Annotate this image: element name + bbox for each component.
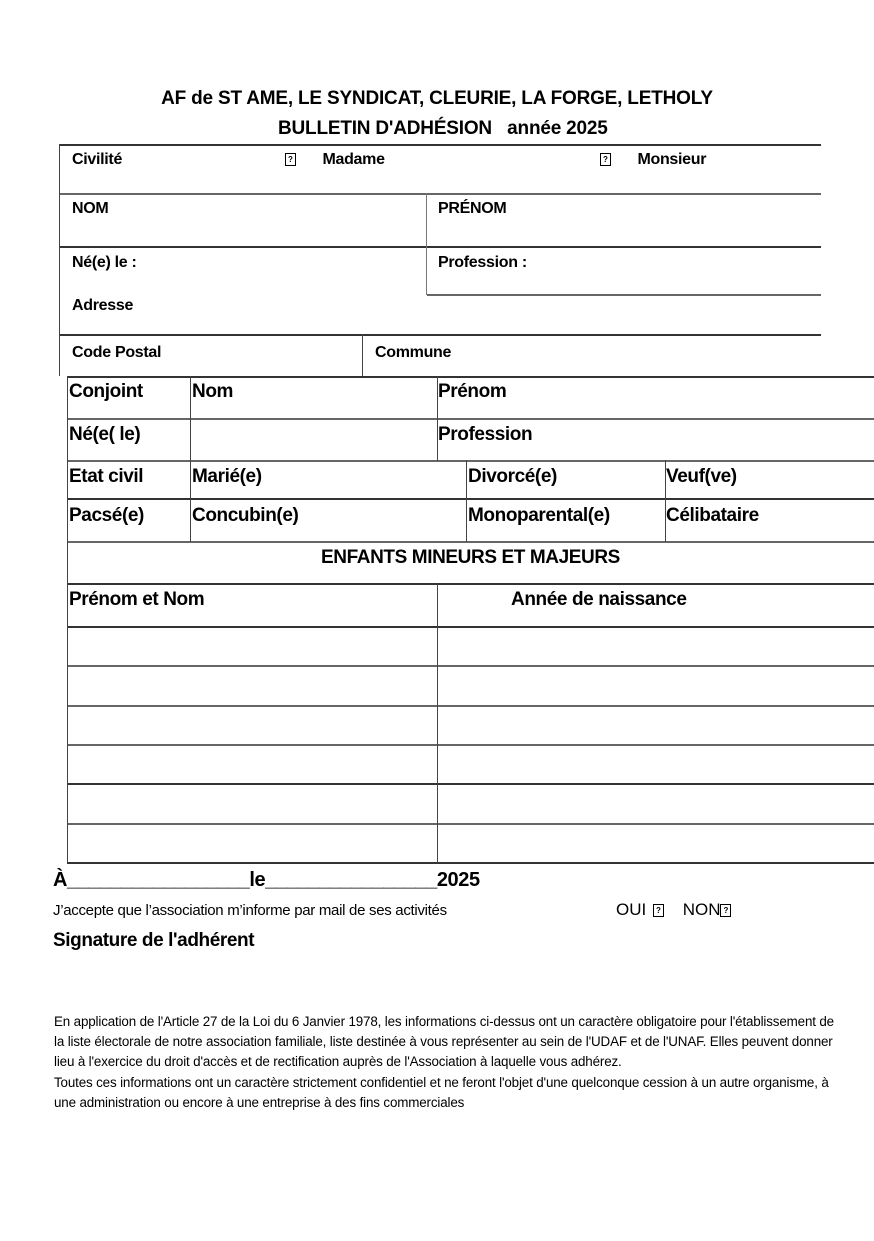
enfant-nom-cell[interactable] (69, 628, 436, 664)
consent-text: J’accepte que l’association m’informe par mail de ses activités (53, 902, 447, 919)
commune-field[interactable]: Commune (375, 344, 452, 361)
column-divider (362, 334, 363, 376)
column-header-annee-naissance: Année de naissance (511, 589, 687, 610)
enfant-nom-cell[interactable] (69, 746, 436, 782)
a-label: À (53, 869, 68, 891)
non-checkbox-icon[interactable]: ? (720, 904, 731, 917)
enfant-annee-cell[interactable] (439, 667, 873, 703)
signature-area[interactable] (53, 958, 553, 1003)
enfants-heading: ENFANTS MINEURS ET MAJEURS (321, 547, 620, 568)
column-divider (190, 376, 191, 542)
table-border-left (67, 376, 68, 863)
option-celibataire[interactable]: Célibataire (666, 505, 759, 526)
option-monoparental[interactable]: Monoparental(e) (468, 505, 610, 526)
table-border-left (59, 144, 60, 376)
adresse-field[interactable]: Adresse (72, 297, 134, 314)
document-subtitle: BULLETIN D'ADHÉSION année 2025 (278, 118, 608, 139)
lieu-date-line (53, 869, 480, 892)
etat-civil-label: Etat civil (69, 466, 144, 487)
oui-label: OUI (616, 900, 647, 919)
profession-field[interactable]: Profession : (438, 254, 527, 271)
row-divider (67, 418, 874, 420)
civilite-label: Civilité (72, 151, 123, 168)
non-label: NON (682, 900, 721, 919)
row-divider (67, 498, 874, 500)
column-divider (437, 583, 438, 863)
legal-paragraph-1: En application de l'Article 27 de la Loi du 6 Janvier 1978, les informations ci-dessus ont un caractère obligatoire pour l'établissement de la liste électorale de notre association familiale, liste destinée à vous représenter au sein de l'UDAF et de l'UNAF. Elles peuvent donner lieu à l'exercice du droit d'accès et de rectification auprès de l'Association à laquelle vous adhérez. (54, 1014, 834, 1070)
lieu-field[interactable]: _________________ (67, 869, 250, 891)
row-divider (60, 193, 821, 195)
document-title: AF de ST AME, LE SYNDICAT, CLEURIE, LA FORGE, LETHOLY (161, 88, 713, 109)
madame-option[interactable] (285, 151, 385, 169)
code-postal-field[interactable]: Code Postal (72, 344, 162, 361)
enfant-nom-cell[interactable] (69, 785, 436, 821)
table-border-top (67, 376, 874, 378)
enfant-annee-cell[interactable] (439, 785, 873, 821)
enfant-nom-cell[interactable] (69, 825, 436, 861)
option-veuf[interactable]: Veuf(ve) (666, 466, 737, 487)
madame-checkbox-icon[interactable]: ? (285, 153, 296, 166)
consent-options (616, 900, 731, 920)
le-label: le (249, 869, 266, 891)
legal-paragraph-2: Toutes ces informations ont un caractère strictement confidentiel et ne feront l'objet d'une quelconque cession à un autre organisme, à une administration ou encore à une entreprise à des fins commerciales (54, 1074, 829, 1110)
row-divider (60, 334, 821, 336)
row-divider (67, 460, 874, 462)
oui-checkbox-icon[interactable]: ? (653, 904, 664, 917)
enfant-nom-cell[interactable] (69, 667, 436, 703)
conjoint-date-naissance-field[interactable] (192, 420, 436, 458)
monsieur-label: Monsieur (637, 151, 707, 168)
prenom-field[interactable]: PRÉNOM (438, 200, 507, 217)
column-divider (426, 193, 427, 295)
row-divider (67, 583, 874, 585)
enfant-annee-cell[interactable] (439, 746, 873, 782)
nom-field[interactable]: NOM (72, 200, 109, 217)
column-divider (466, 460, 467, 542)
option-marie[interactable]: Marié(e) (192, 466, 262, 487)
monsieur-option[interactable] (600, 151, 706, 169)
enfant-annee-cell[interactable] (439, 628, 873, 664)
option-concubin[interactable]: Concubin(e) (192, 505, 299, 526)
column-header-prenom-nom: Prénom et Nom (69, 589, 205, 610)
conjoint-label: Conjoint (69, 381, 143, 402)
conjoint-prenom-field[interactable]: Prénom (438, 381, 507, 402)
table-border-top (60, 144, 821, 146)
enfant-annee-cell[interactable] (439, 707, 873, 743)
date-naissance-field[interactable]: Né(e) le : (72, 254, 137, 271)
enfant-annee-cell[interactable] (439, 825, 873, 861)
date-field[interactable]: ________________ (265, 869, 437, 891)
conjoint-profession-field[interactable]: Profession (438, 424, 533, 445)
enfant-nom-cell[interactable] (69, 707, 436, 743)
signature-label: Signature de l'adhérent (53, 930, 255, 951)
row-divider (67, 541, 874, 543)
monsieur-checkbox-icon[interactable]: ? (600, 153, 611, 166)
option-pacse[interactable]: Pacsé(e) (69, 505, 144, 526)
conjoint-nom-field[interactable]: Nom (192, 381, 234, 402)
conjoint-date-naissance-label: Né(e( le) (69, 424, 141, 445)
table-border-bottom (67, 862, 874, 864)
year-label: 2025 (436, 869, 480, 891)
madame-label: Madame (322, 151, 385, 168)
row-divider (60, 246, 821, 248)
row-divider (427, 294, 821, 296)
option-divorce[interactable]: Divorcé(e) (468, 466, 557, 487)
legal-notice (54, 1012, 834, 1113)
